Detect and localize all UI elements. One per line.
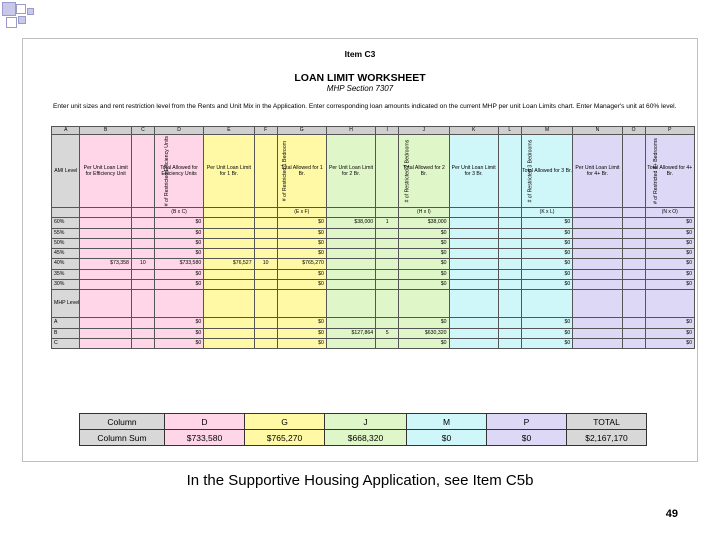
ami-row-cell-c bbox=[131, 249, 154, 259]
header-2br-total: Total Allowed for 2 Br. bbox=[399, 135, 449, 208]
formula-row bbox=[52, 208, 695, 218]
column-letter-i: I bbox=[376, 127, 399, 135]
mhp-row-cell-m: $0 bbox=[521, 318, 572, 328]
ami-row-cell-i bbox=[376, 269, 399, 279]
mhp-row-cell-i: 5 bbox=[376, 328, 399, 338]
mhp-row-cell-b bbox=[80, 328, 131, 338]
ami-row bbox=[52, 249, 695, 259]
ami-row-cell-m: $0 bbox=[521, 228, 572, 238]
header-4br-count: # of Restricted 4+ Bedrooms bbox=[622, 135, 645, 208]
column-letter-n: N bbox=[573, 127, 622, 135]
header-1br-total: Total Allowed for 1 Br. bbox=[277, 135, 326, 208]
mhp-row bbox=[52, 338, 695, 348]
ami-row-cell-b bbox=[80, 280, 131, 290]
ami-row-cell-h bbox=[326, 249, 375, 259]
header-1br-count: # of Restricted 1 Bedroom bbox=[254, 135, 277, 208]
ami-row-cell-n bbox=[573, 249, 622, 259]
mhp-row-cell-h: $127,864 bbox=[326, 328, 375, 338]
mhp-row-cell-h bbox=[326, 318, 375, 328]
mhp-row-cell-g: $0 bbox=[277, 338, 326, 348]
ami-row-cell-b bbox=[80, 238, 131, 248]
slide-caption: In the Supportive Housing Application, see Item C5b bbox=[186, 472, 534, 489]
mhp-row-cell-i bbox=[376, 338, 399, 348]
mhp-row-cell-p: $0 bbox=[645, 328, 694, 338]
mhp-row-cell-o bbox=[622, 338, 645, 348]
mhp-row-cell-f bbox=[254, 328, 277, 338]
ami-row-cell-h bbox=[326, 228, 375, 238]
ami-row bbox=[52, 259, 695, 269]
ami-row-cell-g: $0 bbox=[277, 238, 326, 248]
ami-row-cell-l bbox=[498, 249, 521, 259]
ami-row-cell-i: 1 bbox=[376, 218, 399, 228]
ami-row-cell-i bbox=[376, 259, 399, 269]
ami-row-cell-a: 35% bbox=[52, 269, 80, 279]
ami-row-cell-c bbox=[131, 280, 154, 290]
ami-row-cell-c bbox=[131, 228, 154, 238]
ami-row-cell-b: $73,358 bbox=[80, 259, 131, 269]
ami-row-cell-n bbox=[573, 259, 622, 269]
ami-row-cell-b bbox=[80, 218, 131, 228]
ami-row-cell-l bbox=[498, 218, 521, 228]
ami-row-cell-g: $0 bbox=[277, 218, 326, 228]
column-letter-c: C bbox=[131, 127, 154, 135]
ami-row-cell-e bbox=[204, 218, 254, 228]
ami-row-cell-m: $0 bbox=[521, 249, 572, 259]
ami-row bbox=[52, 228, 695, 238]
mhp-row-cell-j: $0 bbox=[399, 318, 449, 328]
ami-row-cell-m: $0 bbox=[521, 218, 572, 228]
ami-row-cell-g: $0 bbox=[277, 249, 326, 259]
mhp-row-cell-c bbox=[131, 338, 154, 348]
mhp-row-cell-l bbox=[498, 328, 521, 338]
sum-header-p: P bbox=[487, 414, 567, 430]
sum-header-j: J bbox=[325, 414, 407, 430]
mhp-row-cell-p: $0 bbox=[645, 318, 694, 328]
ami-row-cell-p: $0 bbox=[645, 228, 694, 238]
ami-row-cell-i bbox=[376, 280, 399, 290]
mhp-row-cell-b bbox=[80, 318, 131, 328]
ami-row-cell-p: $0 bbox=[645, 280, 694, 290]
ami-row-cell-a: 50% bbox=[52, 238, 80, 248]
mhp-row-cell-g: $0 bbox=[277, 328, 326, 338]
ami-row-cell-k bbox=[449, 249, 498, 259]
formula-j: (H x I) bbox=[399, 208, 449, 218]
ami-row-cell-d: $0 bbox=[154, 218, 203, 228]
ami-row-cell-k bbox=[449, 269, 498, 279]
mhp-row-cell-d: $0 bbox=[154, 338, 203, 348]
item-label: Item C3 bbox=[344, 49, 376, 59]
mhp-row-cell-a: B bbox=[52, 328, 80, 338]
mhp-row-cell-n bbox=[573, 338, 622, 348]
ami-row-cell-b bbox=[80, 269, 131, 279]
ami-row-cell-k bbox=[449, 280, 498, 290]
ami-row-cell-a: 45% bbox=[52, 249, 80, 259]
ami-row-cell-o bbox=[622, 280, 645, 290]
ami-row-cell-g: $0 bbox=[277, 280, 326, 290]
header-1br-limit: Per Unit Loan Limit for 1 Br. bbox=[204, 135, 254, 208]
mhp-row bbox=[52, 318, 695, 328]
column-sum-table bbox=[79, 413, 647, 446]
ami-row-cell-o bbox=[622, 218, 645, 228]
ami-row-cell-f bbox=[254, 218, 277, 228]
ami-row-cell-p: $0 bbox=[645, 259, 694, 269]
sum-p: $0 bbox=[487, 430, 567, 446]
mhp-row-cell-c bbox=[131, 328, 154, 338]
column-letter-g: G bbox=[277, 127, 326, 135]
header-row bbox=[52, 135, 695, 208]
column-letter-row bbox=[52, 127, 695, 135]
ami-row-cell-k bbox=[449, 228, 498, 238]
ami-row-cell-c: 10 bbox=[131, 259, 154, 269]
ami-row-cell-n bbox=[573, 280, 622, 290]
column-letter-a: A bbox=[52, 127, 80, 135]
ami-row-cell-h bbox=[326, 238, 375, 248]
header-2br-limit: Per Unit Loan Limit for 2 Br. bbox=[326, 135, 375, 208]
ami-row-cell-j: $0 bbox=[399, 249, 449, 259]
sum-header-total: TOTAL bbox=[567, 414, 647, 430]
ami-row-cell-e bbox=[204, 249, 254, 259]
column-letter-f: F bbox=[254, 127, 277, 135]
mhp-row-cell-b bbox=[80, 338, 131, 348]
ami-row-cell-l bbox=[498, 280, 521, 290]
ami-row-cell-e bbox=[204, 280, 254, 290]
ami-row-cell-i bbox=[376, 249, 399, 259]
sum-m: $0 bbox=[407, 430, 487, 446]
ami-row-cell-j: $0 bbox=[399, 269, 449, 279]
loan-limit-table bbox=[51, 126, 695, 349]
ami-row-cell-m: $0 bbox=[521, 238, 572, 248]
ami-row-cell-e bbox=[204, 238, 254, 248]
ami-row-cell-k bbox=[449, 238, 498, 248]
ami-row-cell-c bbox=[131, 218, 154, 228]
sum-total: $2,167,170 bbox=[567, 430, 647, 446]
ami-row-cell-o bbox=[622, 228, 645, 238]
mhp-row-cell-l bbox=[498, 318, 521, 328]
ami-row-cell-l bbox=[498, 269, 521, 279]
mhp-row-cell-e bbox=[204, 318, 254, 328]
mhp-row-cell-d: $0 bbox=[154, 328, 203, 338]
ami-row-cell-o bbox=[622, 269, 645, 279]
ami-row-cell-p: $0 bbox=[645, 218, 694, 228]
mhp-level-label: MHP Level bbox=[52, 290, 80, 318]
ami-row-cell-b bbox=[80, 249, 131, 259]
mhp-row-cell-f bbox=[254, 338, 277, 348]
sum-j: $668,320 bbox=[325, 430, 407, 446]
sum-g: $765,270 bbox=[245, 430, 325, 446]
column-letter-o: O bbox=[622, 127, 645, 135]
mhp-row-cell-o bbox=[622, 318, 645, 328]
ami-row-cell-h bbox=[326, 259, 375, 269]
ami-row bbox=[52, 218, 695, 228]
mhp-row-cell-k bbox=[449, 318, 498, 328]
ami-row-cell-e bbox=[204, 269, 254, 279]
mhp-row-cell-p: $0 bbox=[645, 338, 694, 348]
ami-row-cell-d: $0 bbox=[154, 228, 203, 238]
header-3br-total: Total Allowed for 3 Br. bbox=[521, 135, 572, 208]
mhp-row-cell-i bbox=[376, 318, 399, 328]
sum-header-d: D bbox=[165, 414, 245, 430]
ami-row-cell-g: $0 bbox=[277, 228, 326, 238]
ami-row-cell-j: $0 bbox=[399, 228, 449, 238]
ami-row-cell-o bbox=[622, 238, 645, 248]
ami-row-cell-f bbox=[254, 228, 277, 238]
mhp-row-cell-j: $0 bbox=[399, 338, 449, 348]
ami-row bbox=[52, 238, 695, 248]
mhp-row-cell-k bbox=[449, 328, 498, 338]
ami-row-cell-l bbox=[498, 238, 521, 248]
sum-d: $733,580 bbox=[165, 430, 245, 446]
mhp-row-cell-o bbox=[622, 328, 645, 338]
ami-row-cell-a: 30% bbox=[52, 280, 80, 290]
ami-row-cell-n bbox=[573, 228, 622, 238]
formula-m: (K x L) bbox=[521, 208, 572, 218]
worksheet-subtitle: MHP Section 7307 bbox=[326, 84, 394, 93]
ami-row-cell-g: $0 bbox=[277, 269, 326, 279]
ami-row-cell-k bbox=[449, 259, 498, 269]
mhp-row bbox=[52, 328, 695, 338]
ami-row-cell-d: $0 bbox=[154, 249, 203, 259]
ami-row-cell-p: $0 bbox=[645, 249, 694, 259]
column-letter-d: D bbox=[154, 127, 203, 135]
mhp-level-row bbox=[52, 290, 695, 318]
sum-label: Column Sum bbox=[80, 430, 165, 446]
mhp-row-cell-j: $630,320 bbox=[399, 328, 449, 338]
ami-row-cell-n bbox=[573, 218, 622, 228]
mhp-row-cell-a: C bbox=[52, 338, 80, 348]
ami-row-cell-f bbox=[254, 269, 277, 279]
mhp-row-cell-m: $0 bbox=[521, 338, 572, 348]
ami-row-cell-a: 40% bbox=[52, 259, 80, 269]
loan-limit-worksheet bbox=[22, 38, 698, 462]
ami-row-cell-h: $38,000 bbox=[326, 218, 375, 228]
worksheet-title: LOAN LIMIT WORKSHEET bbox=[294, 72, 426, 84]
ami-row-cell-d: $0 bbox=[154, 280, 203, 290]
ami-row-cell-f bbox=[254, 280, 277, 290]
mhp-row-cell-n bbox=[573, 318, 622, 328]
ami-row-cell-g: $765,270 bbox=[277, 259, 326, 269]
decorative-squares bbox=[0, 0, 40, 40]
ami-row-cell-o bbox=[622, 259, 645, 269]
mhp-row-cell-e bbox=[204, 338, 254, 348]
mhp-row-cell-d: $0 bbox=[154, 318, 203, 328]
ami-row-cell-l bbox=[498, 259, 521, 269]
ami-row-cell-o bbox=[622, 249, 645, 259]
column-letter-e: E bbox=[204, 127, 254, 135]
ami-row-cell-i bbox=[376, 238, 399, 248]
header-efficiency-total: Total Allowed for Efficiency Units bbox=[154, 135, 203, 208]
sum-header-column: Column bbox=[80, 414, 165, 430]
mhp-row-cell-e bbox=[204, 328, 254, 338]
ami-row-cell-p: $0 bbox=[645, 269, 694, 279]
ami-row-cell-f: 10 bbox=[254, 259, 277, 269]
ami-row-cell-j: $0 bbox=[399, 280, 449, 290]
ami-row-cell-j: $0 bbox=[399, 259, 449, 269]
ami-row-cell-p: $0 bbox=[645, 238, 694, 248]
ami-row-cell-d: $0 bbox=[154, 269, 203, 279]
ami-row-cell-i bbox=[376, 228, 399, 238]
ami-row-cell-m: $0 bbox=[521, 259, 572, 269]
header-4br-total: Total Allowed for 4+ Br. bbox=[645, 135, 694, 208]
ami-row-cell-d: $0 bbox=[154, 238, 203, 248]
ami-row-cell-c bbox=[131, 269, 154, 279]
mhp-row-cell-g: $0 bbox=[277, 318, 326, 328]
mhp-row-cell-a: A bbox=[52, 318, 80, 328]
ami-row bbox=[52, 269, 695, 279]
column-letter-m: M bbox=[521, 127, 572, 135]
column-letter-k: K bbox=[449, 127, 498, 135]
mhp-row-cell-n bbox=[573, 328, 622, 338]
ami-row-cell-e: $76,527 bbox=[204, 259, 254, 269]
formula-d: (B x C) bbox=[154, 208, 203, 218]
header-efficiency-limit: Per Unit Loan Limit for Efficiency Unit bbox=[80, 135, 131, 208]
sum-header-m: M bbox=[407, 414, 487, 430]
ami-row-cell-d: $733,580 bbox=[154, 259, 203, 269]
ami-row-cell-k bbox=[449, 218, 498, 228]
header-4br-limit: Per Unit Loan Limit for 4+ Br. bbox=[573, 135, 622, 208]
mhp-row-cell-f bbox=[254, 318, 277, 328]
header-3br-count: # of Restricted 3 Bedrooms bbox=[498, 135, 521, 208]
mhp-row-cell-c bbox=[131, 318, 154, 328]
ami-row bbox=[52, 280, 695, 290]
sum-header-row bbox=[80, 414, 647, 430]
ami-row-cell-h bbox=[326, 269, 375, 279]
ami-row-cell-l bbox=[498, 228, 521, 238]
sum-header-g: G bbox=[245, 414, 325, 430]
mhp-row-cell-h bbox=[326, 338, 375, 348]
page-number: 49 bbox=[665, 508, 678, 520]
worksheet-instructions: Enter unit sizes and rent restriction level from the Rents and Unit Mix in the Application. Enter corresponding loan amounts indicated on the current MHP per unit Loan Limits chart. Enter Manager's unit at 60% level. bbox=[53, 103, 677, 110]
column-letter-j: J bbox=[399, 127, 449, 135]
ami-row-cell-a: 55% bbox=[52, 228, 80, 238]
ami-row-cell-f bbox=[254, 249, 277, 259]
ami-row-cell-c bbox=[131, 238, 154, 248]
mhp-row-cell-l bbox=[498, 338, 521, 348]
column-letter-b: B bbox=[80, 127, 131, 135]
ami-row-cell-e bbox=[204, 228, 254, 238]
ami-row-cell-j: $38,000 bbox=[399, 218, 449, 228]
ami-row-cell-f bbox=[254, 238, 277, 248]
mhp-row-cell-k bbox=[449, 338, 498, 348]
formula-g: (E x F) bbox=[277, 208, 326, 218]
header-3br-limit: Per Unit Loan Limit for 3 Br. bbox=[449, 135, 498, 208]
ami-row-cell-h bbox=[326, 280, 375, 290]
ami-row-cell-m: $0 bbox=[521, 269, 572, 279]
column-letter-h: H bbox=[326, 127, 375, 135]
ami-row-cell-j: $0 bbox=[399, 238, 449, 248]
header-2br-count: # of Restricted 2 Bedrooms bbox=[376, 135, 399, 208]
ami-row-cell-b bbox=[80, 228, 131, 238]
header-ami-level: AMI Level bbox=[52, 135, 80, 208]
ami-row-cell-a: 60% bbox=[52, 218, 80, 228]
column-letter-p: P bbox=[645, 127, 694, 135]
ami-row-cell-m: $0 bbox=[521, 280, 572, 290]
ami-row-cell-n bbox=[573, 238, 622, 248]
sum-value-row bbox=[80, 430, 647, 446]
formula-p: (N x O) bbox=[645, 208, 694, 218]
ami-row-cell-n bbox=[573, 269, 622, 279]
column-letter-l: L bbox=[498, 127, 521, 135]
mhp-row-cell-m: $0 bbox=[521, 328, 572, 338]
header-efficiency-count: # of Restricted Efficiency Units bbox=[131, 135, 154, 208]
